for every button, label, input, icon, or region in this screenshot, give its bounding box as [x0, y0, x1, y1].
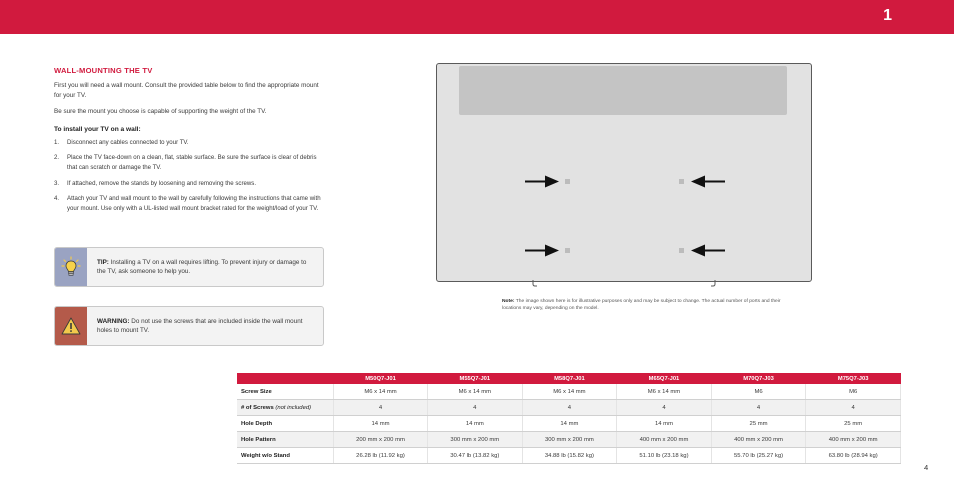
tip-text: Installing a TV on a wall requires lifting. To prevent injury or damage to the TV, ask someone to help you.	[97, 258, 307, 275]
intro-paragraph: First you will need a wall mount. Consult the provided table below to find the appropriate mount for your TV.	[54, 82, 319, 99]
header-bar	[0, 0, 954, 34]
table-row	[237, 400, 901, 416]
illustration-note	[502, 299, 782, 312]
support-paragraph: Be sure the mount you choose is capable of supporting the weight of the TV.	[54, 108, 267, 116]
table-header-cell: M75Q7-J03	[806, 373, 901, 384]
table-header-cell: M50Q7-J01	[334, 373, 428, 384]
step-text: Place the TV face-down on a clean, flat, stable surface. Be sure the surface is clear of debris that can scratch or damage the TV.	[67, 154, 317, 171]
tip-text-block	[87, 258, 323, 276]
step-number: 3.	[54, 179, 60, 187]
table-cell: 300 mm x 200 mm	[522, 432, 617, 448]
table-row	[237, 432, 901, 448]
tv-foot-left	[531, 280, 539, 288]
table-cell: M6 x 14 mm	[428, 384, 523, 400]
step-text: Disconnect any cables connected to your TV.	[67, 138, 189, 146]
specs-table	[237, 373, 901, 464]
step-item	[54, 194, 322, 213]
table-row	[237, 448, 901, 464]
warning-text: Do not use the screws that are included inside the wall mount holes to mount TV.	[97, 317, 303, 334]
table-cell: 4	[806, 400, 901, 416]
note-text: The image shown here is for illustrative purposes only and may be subject to change. The actual number of ports and their locations may vary, depending on the model.	[502, 299, 781, 311]
table-cell: 30.47 lb (13.82 kg)	[428, 448, 523, 464]
table-cell: 25 mm	[806, 416, 901, 432]
table-cell: 14 mm	[522, 416, 617, 432]
table-cell: 4	[617, 400, 712, 416]
step-number: 4.	[54, 195, 60, 203]
table-cell: 26.28 lb (11.92 kg)	[334, 448, 428, 464]
table-cell: 63.80 lb (28.94 kg)	[806, 448, 901, 464]
table-header-row	[237, 373, 901, 384]
warning-triangle-icon	[55, 307, 87, 345]
table-cell: 4	[522, 400, 617, 416]
table-cell: 14 mm	[617, 416, 712, 432]
step-text: Attach your TV and wall mount to the wall by carefully following the instructions that came with your mount. Use only with a UL-listed wall mount bracket rated for the weight/load of your TV.	[67, 195, 321, 212]
row-label	[237, 384, 334, 400]
warning-label: WARNING:	[97, 317, 130, 325]
step-item	[54, 138, 322, 148]
row-label-note: (not included)	[275, 404, 312, 411]
table-cell: 4	[711, 400, 806, 416]
tip-label: TIP:	[97, 258, 109, 266]
table-header-cell: M65Q7-J01	[617, 373, 712, 384]
section-title: WALL-MOUNTING THE TV	[54, 66, 153, 75]
row-label	[237, 432, 334, 448]
note-label: Note:	[502, 299, 515, 304]
step-item	[54, 153, 322, 172]
arrow-right-icon	[525, 245, 559, 257]
row-label-text: Hole Pattern	[241, 436, 276, 443]
table-header-cell: M55Q7-J01	[428, 373, 523, 384]
step-text: If attached, remove the stands by loosening and removing the screws.	[67, 179, 257, 187]
table-cell: 14 mm	[428, 416, 523, 432]
table-header-cell	[237, 373, 334, 384]
table-cell: 300 mm x 200 mm	[428, 432, 523, 448]
arrow-left-icon	[691, 245, 725, 257]
table-cell: 14 mm	[334, 416, 428, 432]
table-cell: M6 x 14 mm	[617, 384, 712, 400]
table-cell: M6	[711, 384, 806, 400]
step-item	[54, 179, 322, 189]
step-number: 2.	[54, 154, 60, 162]
table-cell: M6	[806, 384, 901, 400]
table-header-cell: M58Q7-J01	[522, 373, 617, 384]
table-cell: M6 x 14 mm	[334, 384, 428, 400]
instructions-column	[54, 66, 322, 219]
table-cell: 400 mm x 200 mm	[806, 432, 901, 448]
warning-box	[54, 306, 324, 346]
table-row	[237, 384, 901, 400]
chapter-number: 1	[883, 7, 892, 24]
table-cell: M6 x 14 mm	[522, 384, 617, 400]
table-header-cell: M70Q7-J03	[711, 373, 806, 384]
warning-text-block	[87, 317, 323, 335]
table-row	[237, 416, 901, 432]
table-cell: 4	[428, 400, 523, 416]
table-cell: 55.70 lb (25.27 kg)	[711, 448, 806, 464]
page-number: 4	[924, 463, 929, 472]
step-number: 1.	[54, 138, 60, 146]
row-label-text: Screw Size	[241, 388, 272, 395]
row-label-text: Weight w/o Stand	[241, 452, 290, 459]
table-cell: 34.88 lb (15.82 kg)	[522, 448, 617, 464]
row-label	[237, 400, 334, 416]
lightbulb-icon	[55, 248, 87, 286]
row-label-text: # of Screws	[241, 404, 274, 411]
tip-box	[54, 247, 324, 287]
row-label	[237, 416, 334, 432]
tv-foot-right	[709, 280, 717, 288]
table-cell: 400 mm x 200 mm	[617, 432, 712, 448]
table-cell: 4	[334, 400, 428, 416]
table-cell: 51.10 lb (23.18 kg)	[617, 448, 712, 464]
arrow-icons	[437, 64, 813, 283]
steps-list	[54, 138, 322, 214]
arrow-left-icon	[691, 176, 725, 188]
table-cell: 200 mm x 200 mm	[334, 432, 428, 448]
table-cell: 400 mm x 200 mm	[711, 432, 806, 448]
tv-back-illustration	[436, 63, 812, 282]
row-label-text: Hole Depth	[241, 420, 273, 427]
steps-heading: To install your TV on a wall:	[54, 125, 141, 133]
arrow-right-icon	[525, 176, 559, 188]
table-cell: 25 mm	[711, 416, 806, 432]
row-label	[237, 448, 334, 464]
